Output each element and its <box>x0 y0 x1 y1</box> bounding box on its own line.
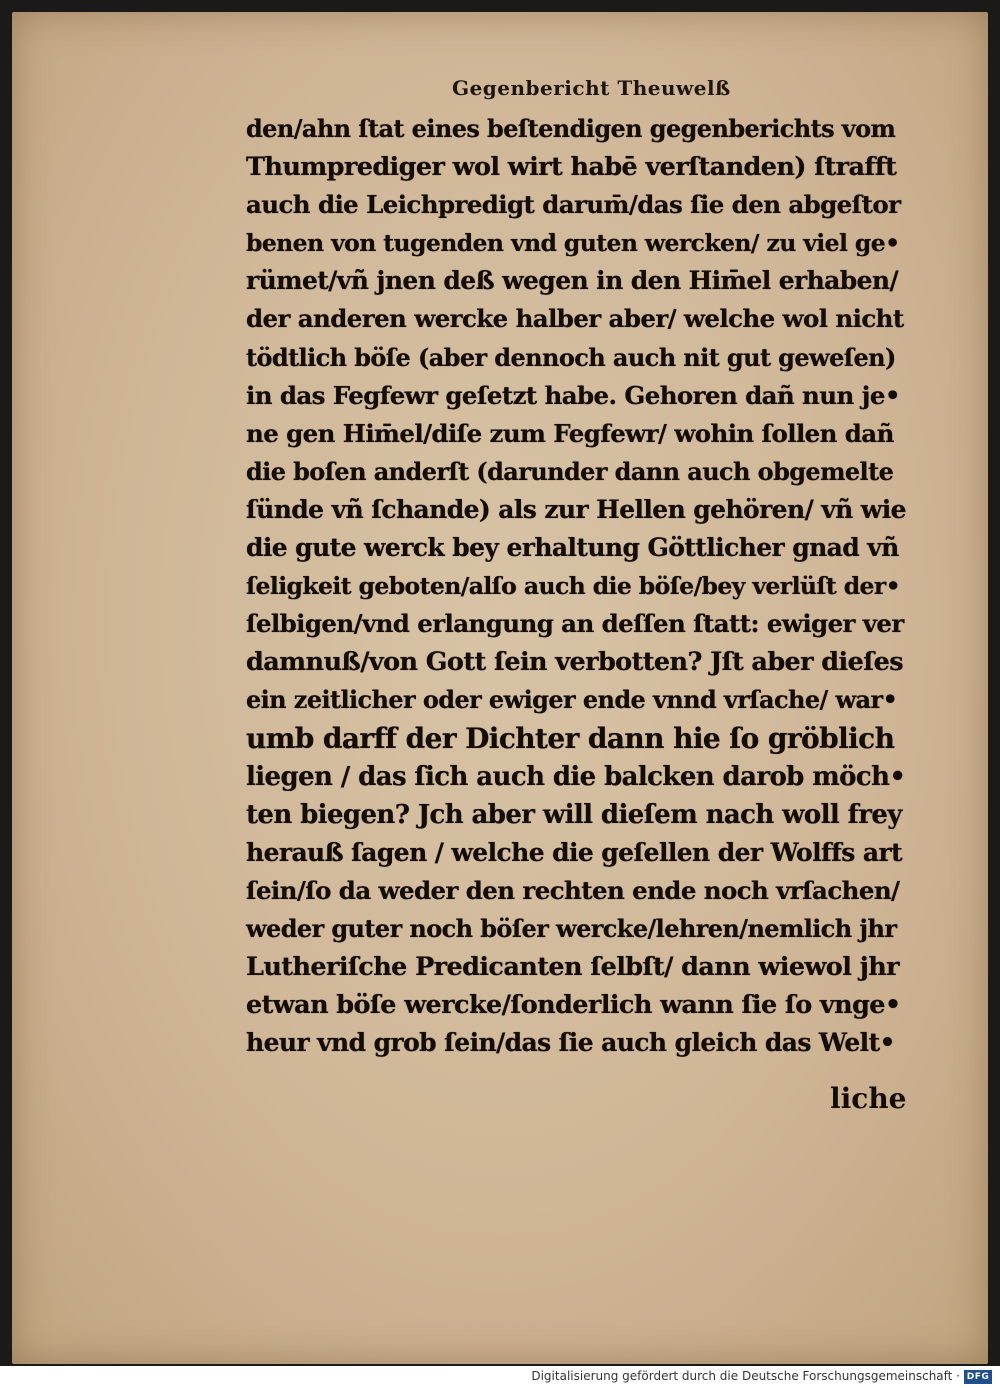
text-line: ein zeitlicher oder ewiger ende vnnd vrſache/ war• <box>246 685 898 715</box>
text-line: ſeligkeit geboten/alſo auch die böſe/bey verlüſt der• <box>246 572 901 601</box>
text-line: herauß ſagen / welche die geſellen der Wolffs art <box>246 837 903 867</box>
text-line: die boſen anderſt (darunder dann auch obgemelte <box>246 456 894 486</box>
text-line: damnuß/von Gott ſein verbotten? Jſt aber dieſes <box>246 647 903 678</box>
text-line: ſelbigen/vnd erlangung an deſſen ſtatt: ewiger ver <box>246 609 904 639</box>
text-line: benen von tugenden vnd guten wercken/ zu viel ge• <box>246 229 900 258</box>
funding-credit: Digitalisierung gefördert durch die Deutsche Forschungsgemeinschaft · <box>531 1369 960 1383</box>
text-line: liegen / das ſich auch die balcken darob möch• <box>246 761 906 792</box>
text-line: ne gen Him̄el/diſe zum Fegfewr/ wohin ſollen dañ <box>246 418 894 448</box>
book-page <box>12 12 988 1364</box>
text-line: der anderen wercke halber aber/ welche wol nicht <box>246 304 904 334</box>
text-line: tödtlich böſe (aber dennoch auch nit gut geweſen) <box>246 342 896 372</box>
text-line: etwan böſe wercke/ſonderlich wann ſie ſo vnge• <box>246 990 901 1021</box>
text-line: den/ahn ſtat eines beſtendigen gegenberichts vom <box>246 114 896 143</box>
catchword: liche <box>830 1082 907 1115</box>
text-line: Lutheriſche Predicanten ſelbſt/ dann wiewol jhr <box>246 952 899 983</box>
text-line: Thumprediger wol wirt habē verſtanden) ſtrafft <box>246 152 897 183</box>
dfg-logo: DFG <box>964 1370 992 1384</box>
text-line: auch die Leichpredigt darum̄/das ſie den abgeſtor <box>246 190 901 220</box>
text-line: ſünde vñ ſchande) als zur Hellen gehören/ vñ wie <box>246 494 906 524</box>
text-line: heur vnd grob ſein/das ſie auch gleich das Welt• <box>246 1028 895 1058</box>
running-head: Gegenbericht Theuwelß <box>452 76 731 100</box>
text-line: umb darff der Dichter dann hie ſo gröblich <box>246 721 895 755</box>
text-line: ten biegen? Jch aber will dieſem nach woll frey <box>246 799 902 830</box>
body-text <box>246 110 906 1062</box>
text-line: weder guter noch böſer wercke/lehren/nemlich jhr <box>246 913 897 943</box>
text-line: in das Fegfewr geſetzt habe. Gehoren dañ nun je• <box>246 380 900 410</box>
text-line: die gute werck bey erhaltung Göttlicher gnad vñ <box>246 533 899 563</box>
text-line: rümet/vñ jnen deß wegen in den Him̄el erhaben/ <box>246 266 899 296</box>
footer-bar <box>0 1366 1000 1388</box>
text-line: ſein/ſo da weder den rechten ende noch vrſachen/ <box>246 875 900 905</box>
